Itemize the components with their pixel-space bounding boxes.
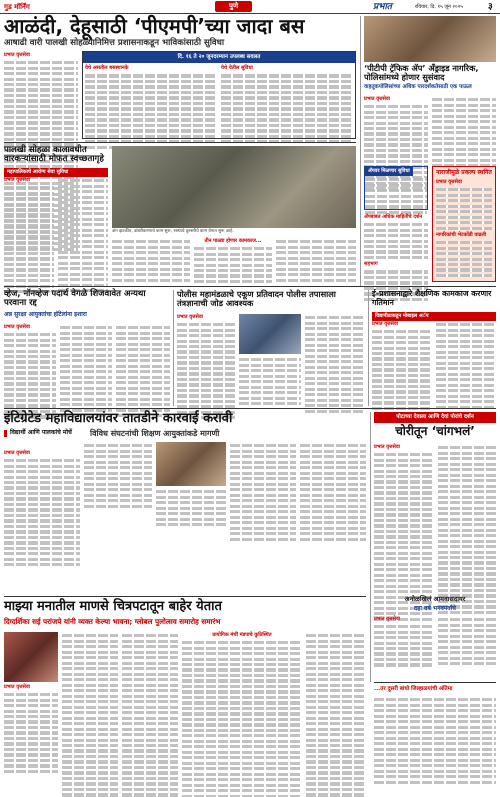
film-article-col1: [4, 684, 58, 775]
column-divider: [173, 290, 174, 406]
film-article-col5: [306, 632, 366, 797]
road-article-col1: [112, 238, 190, 284]
college-article-col3: [156, 488, 226, 529]
college-article-col5: [300, 442, 366, 543]
road-article-col2: [194, 238, 272, 285]
eadmin-article-col2: [436, 321, 496, 411]
byline: प्रभात वृत्तसेवा: [4, 324, 30, 330]
film-article-col2: [62, 632, 118, 797]
college-article-col4: [230, 442, 296, 543]
protest-photo: [156, 442, 226, 486]
eadmin-tag: विद्यापीठाकडून मोबाइल अॅप: [372, 312, 496, 321]
byline: प्रभात वृत्तसेवा: [177, 314, 203, 320]
brand-logo: प्रभात: [373, 2, 392, 12]
eadmin-article-col1: [372, 321, 432, 412]
app-feature-box: [364, 166, 428, 210]
app-participation-title: सहभाग: [364, 261, 378, 268]
theft-article-col2: [438, 444, 496, 616]
section-rule: [374, 682, 496, 683]
film-headline: माझ्या मनातील माणसे चित्रपटातून बाहेर येतात: [4, 599, 222, 614]
traffic-app-headline: ‘पीटीपी ट्रॅफिक ॲप’ अँड्राइड नागरिक, पोलिसांमध्ये होणार सुसंवाद: [364, 63, 479, 83]
lead-box-right: [221, 65, 353, 151]
police-photo: [239, 314, 301, 354]
toilets-article-col2: [58, 177, 108, 294]
project-halt-title: नाराजीमुळे प्रकल्प स्थगित: [436, 169, 492, 176]
right-bottom-headline: ...तर दुसरी बांधो जिल्हाळयांची अंतिमा: [374, 686, 453, 692]
food-license-subhead: अन्न सुरक्षा आयुक्तांचा हॉटेलांना इशारा: [4, 311, 87, 318]
section-rule: [4, 286, 496, 287]
toilets-headline: पालखी सोहळा कालावधीत वारकऱ्यांसाठी मोफत स्वच्छतागृहे: [4, 145, 104, 165]
project-halt-subtitle: नागरिकांची भेटकोंडी वाढली: [436, 232, 487, 239]
byline: प्रभात वृत्तसेवा: [4, 52, 30, 58]
traffic-app-subhead: वाहतूकपोलिसांच्या अधिक पारदर्शकतेसाठी एक पाऊल: [364, 84, 472, 90]
byline: प्रभात वृत्तसेवा: [372, 321, 398, 327]
temple-banner: पोटाच्या देवाला आणि देवां पोरांचे दर्शन: [374, 412, 496, 423]
toilets-article-col1: [4, 177, 54, 296]
column-divider: [368, 290, 369, 406]
police-article-col3: [305, 314, 365, 415]
food-license-headline: व्हेज, नॉनव्हेज पदार्थ वेगळे शिजवावेत अन्यथा परवाना रद्द: [4, 289, 146, 309]
page-number: ३: [488, 2, 493, 12]
film-subhead: दिग्दर्शिका सई परांजपे यांनी व्यक्त केल्या भावना; ग्लोबल पुलोत्सव समारोह समारंभ: [4, 617, 221, 626]
film-center-tag: प्रायोगिक मंचीं मंडपाचे कुठिस्थित: [212, 632, 272, 638]
section-rule: [4, 596, 366, 597]
protest-tag: विद्यार्थी आणि पालकांचे मोर्चे: [10, 429, 72, 436]
right-bottom-col1: [374, 616, 432, 669]
right-bottom-tag: अनोळखिलं आमवासदायर: [404, 595, 466, 603]
lead-box-left: [85, 65, 217, 151]
section-rule: [4, 408, 496, 409]
sai-paranjpye-photo: [4, 632, 58, 682]
byline: प्रभात वृत्तसेवा: [4, 450, 30, 456]
masthead: [0, 0, 500, 14]
food-article-col3: [116, 324, 170, 420]
app-feature-tag: ॲपवर मिळणार सुविधा: [365, 167, 413, 176]
right-bottom-col2: [438, 616, 496, 668]
byline: प्रभात वृत्तसेवा: [374, 616, 400, 622]
column-divider: [370, 412, 371, 682]
byline: प्रभात वृत्तसेवा: [374, 444, 400, 450]
theft-headline: चोरीतून ‘चांगभलं’: [395, 424, 475, 438]
byline: प्रभात वृत्तसेवा: [4, 684, 30, 690]
police-article-col1: [177, 314, 235, 422]
road-work-caption: अंग झटकीत, डांबरीकरणाचे काम सुरू, रस्त्याचे दुरुस्तीचे काम वेगात सुरू आहे.: [112, 229, 234, 234]
college-article-col2: [84, 442, 152, 510]
film-article-col3: [122, 632, 178, 797]
lead-box-title: दि. १६ ते २० जूनदरम्यान उपलब्ध सवलत: [83, 52, 355, 63]
police-article-col2: [239, 356, 301, 408]
column-divider: [360, 16, 361, 286]
film-center-block: [182, 632, 302, 797]
road-work-photo: [112, 146, 356, 228]
food-article-col1: [4, 324, 56, 421]
issue-date: रविवार, दि. १५ जून २०२५: [415, 4, 463, 10]
college-action-headline: इंटिग्रेटेड महाविद्यालयांवर तातडीने कारवाई करावी: [4, 411, 233, 426]
city-label: पुणे: [215, 1, 252, 12]
app-info-title: ॲपबाबत अधिक माहितीचे दर्शन: [364, 214, 423, 220]
lead-info-box: [82, 51, 356, 139]
byline: प्रभात वृत्तसेवा: [436, 179, 462, 186]
byline: प्रभात वृत्तसेवा: [364, 96, 390, 102]
lead-box-right-title: येथे येतील सुविधा: [221, 65, 253, 72]
right-bottom-sub: दहा वर्षे भगवपर्वांचे: [414, 605, 456, 612]
college-action-subhead: विविध संघटनांची शिक्षण आयुक्तांकडे मागणी: [90, 429, 220, 438]
byline: प्रभात वृत्तसेवा: [4, 177, 30, 183]
lead-box-left-title: येथे असतील बसस्थानके: [85, 65, 129, 72]
lead-headline: आळंदी, देहूसाठी ‘पीएमपी’च्या जादा बस: [4, 14, 305, 38]
section-rule: [4, 142, 356, 143]
college-article-col1: [4, 450, 80, 569]
protest-tag-block: [4, 430, 80, 437]
police-tech-headline: पोलीस महामंडळाचे एकूण प्रतिवादन पोलीस तपासाला तंत्रज्ञानाची जोड आवश्यक: [177, 289, 336, 309]
toilets-tag: महापालिकाचे आरोग्य सेवा सुविधा: [4, 168, 108, 177]
lead-subhead: आषाढी वारी पालखी सोहळ्यानिमित्त प्रशासनाकडून भाविकांसाठी सुविधा: [4, 38, 225, 48]
project-halt-box: [432, 166, 496, 282]
right-bottom-article: [374, 696, 496, 786]
food-article-col2: [60, 324, 112, 420]
road-article-col3: [276, 238, 356, 284]
eadmin-headline: ई-प्रशासनाद्वारे शैक्षणिक कामकाज करणार गतिमान: [372, 289, 492, 307]
road-subhead: तीन पाळ्या होणार कामकाज...: [204, 238, 262, 244]
section-label: गुड मॉर्निंग: [4, 3, 30, 11]
traffic-app-photo: [364, 16, 496, 62]
